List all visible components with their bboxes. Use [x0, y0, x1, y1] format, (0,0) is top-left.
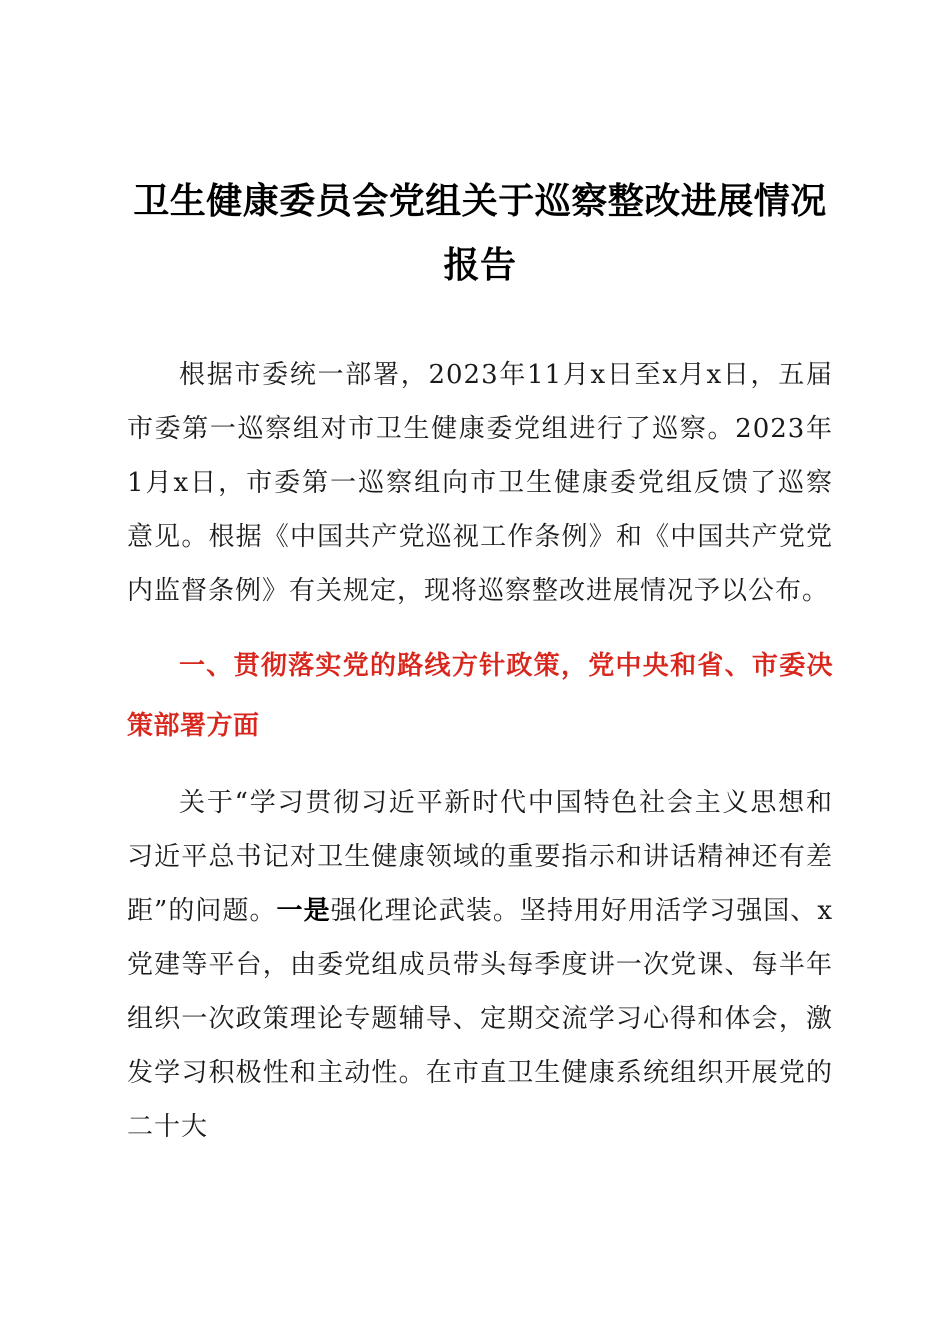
section-1-paragraph-continued: 强化理论武装。坚持用好用活学习强国、x党建等平台，由委党组成员带头每季度讲一次党课、每半年组织一次政策理论专题辅导、定期交流学习心得和体会，激发学习积极性和主动性。在市直卫生健康系统组织开展党的二十大 [127, 896, 833, 1142]
intro-paragraph: 根据市委统一部署，2023年11月x日至x月x日，五届市委第一巡察组对市卫生健康委党组进行了巡察。2023年1月x日，市委第一巡察组向市卫生健康委党组反馈了巡察意见。根据《中国共产党巡视工作条例》和《中国共产党党内监督条例》有关规定，现将巡察整改进展情况予以公布。 [127, 360, 833, 606]
section-1-paragraph-lead: 关于“学习贯彻习近平新时代中国特色社会主义思想和习近平总书记对卫生健康领域的重要指示和讲话精神还有差距”的问题。 [127, 788, 833, 926]
document-title: 卫生健康委员会党组关于巡察整改进展情况报告 [133, 181, 827, 286]
document-body [127, 170, 833, 1154]
section-1-emphasis: 一是 [276, 896, 331, 926]
section-1-heading: 一、贯彻落实党的路线方针政策，党中央和省、市委决策部署方面 [127, 651, 833, 741]
section-1-paragraph [127, 776, 833, 1154]
